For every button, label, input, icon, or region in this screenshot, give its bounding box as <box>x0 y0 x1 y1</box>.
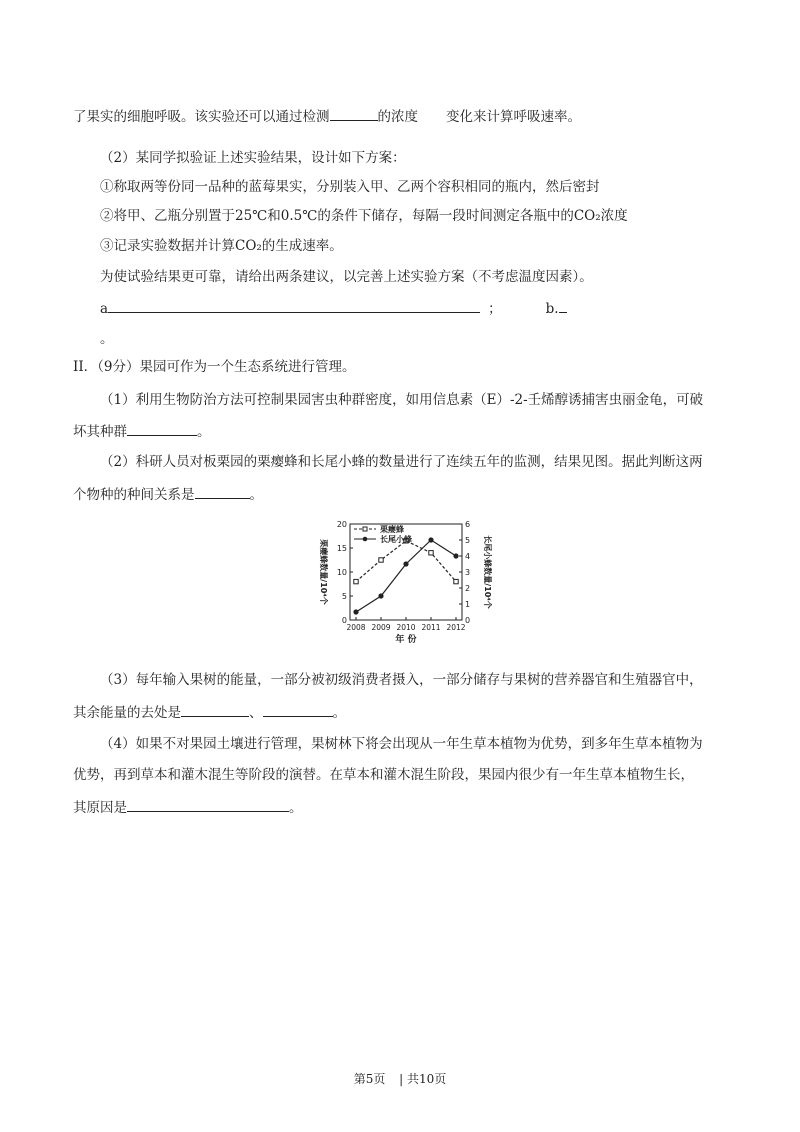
text-line: ①称取两等份同一品种的蓝莓果实，分别装入甲、乙两个容积相同的瓶内，然后密封 <box>100 179 600 195</box>
text-line: 优势，再到草本和灌木混生等阶段的演替。在草本和灌木混生阶段，果园内很少有一年生草本植物生长， <box>73 767 694 783</box>
x-tick-label: 2009 <box>371 623 391 632</box>
y-left-tick-label: 10 <box>336 568 347 577</box>
answer-blank-a[interactable] <box>108 298 480 313</box>
text: 。 <box>332 705 346 721</box>
text: 变化来计算呼吸速率。 <box>446 109 581 125</box>
data-point-filled <box>453 553 458 558</box>
text: 个物种的种间关系是 <box>73 487 195 503</box>
text-line: （4）如果不对果园土壤进行管理，果树林下将会出现从一年生草本植物为优势，到多年生草本植物为 <box>100 736 703 752</box>
footer-separator: | <box>399 1072 404 1086</box>
legend-label-1: 长尾小蜂 <box>380 535 412 544</box>
answer-blank-1[interactable] <box>181 702 249 717</box>
series-line-1 <box>356 540 456 612</box>
x-tick-label: 2008 <box>346 623 366 632</box>
text: 、 <box>249 705 263 721</box>
page-number: 第5页 <box>353 1072 386 1086</box>
answer-blank[interactable] <box>127 421 197 436</box>
y-left-tick-label: 5 <box>341 592 347 601</box>
data-point-filled <box>403 561 408 566</box>
y-right-tick-label: 5 <box>465 536 471 545</box>
data-point-filled <box>378 593 383 598</box>
answer-blank[interactable] <box>330 106 378 121</box>
legend-marker <box>363 527 367 531</box>
text: a <box>100 301 109 317</box>
text: 了果实的细胞呼吸。该实验还可以通过检测 <box>73 109 330 125</box>
y-right-tick-label: 2 <box>465 584 471 593</box>
y-right-tick-label: 3 <box>465 568 471 577</box>
text: 。 <box>249 487 263 503</box>
y-right-tick-label: 0 <box>465 616 471 625</box>
text-line <box>73 797 303 818</box>
text-line: （2）某同学拟验证上述实验结果，设计如下方案： <box>100 150 406 166</box>
text-line: ②将甲、乙瓶分别置于25℃和0.5℃的条件下储存，每隔一段时间测定各瓶中的CO₂浓度 <box>100 208 628 224</box>
data-point-square <box>454 579 458 583</box>
page-footer <box>0 1070 800 1087</box>
text-line: （2）科研人员对板栗园的栗瘿蜂和长尾小蜂的数量进行了连续五年的监测，结果见图。据此判断这两 <box>100 454 703 470</box>
text: ； <box>488 301 502 317</box>
text: 。 <box>197 424 211 440</box>
y-left-axis-label: 栗瘿蜂数量/10⁴个 <box>319 539 328 605</box>
text: b. <box>545 301 559 317</box>
text-line: ③记录实验数据并计算CO₂的生成速率。 <box>100 238 343 254</box>
text: 。 <box>289 800 303 816</box>
text-line: （1）利用生物防治方法可控制果园害虫种群密度，如用信息素（E）-2-壬烯醇诱捕害虫丽金龟，可破 <box>100 392 704 408</box>
answer-blank-2[interactable] <box>263 702 333 717</box>
population-chart <box>312 512 492 652</box>
x-tick-label: 2012 <box>446 623 466 632</box>
data-point-filled <box>353 609 358 614</box>
y-right-tick-label: 6 <box>465 520 471 529</box>
population-chart-svg <box>312 512 492 652</box>
x-axis-label: 年 份 <box>395 635 417 645</box>
y-right-tick-label: 1 <box>465 600 471 609</box>
y-right-tick-label: 4 <box>465 552 471 561</box>
data-point-square <box>379 558 383 562</box>
text: 其余能量的去处是 <box>73 705 181 721</box>
y-left-tick-label: 20 <box>336 520 347 529</box>
x-tick-label: 2011 <box>421 623 441 632</box>
text-line: （3）每年输入果树的能量，一部分被初级消费者摄入，一部分储存与果树的营养器官和生殖器官中， <box>100 672 703 688</box>
answer-blank[interactable] <box>195 484 250 499</box>
text-line <box>73 106 581 127</box>
text: 其原因是 <box>73 800 127 816</box>
x-tick-label: 2010 <box>396 623 416 632</box>
text-line <box>73 484 263 505</box>
legend-marker <box>363 537 368 542</box>
legend-label-0: 栗瘿蜂 <box>380 525 404 534</box>
answer-blank[interactable] <box>127 797 289 812</box>
data-point-filled <box>428 537 433 542</box>
answer-blank-b[interactable] <box>559 298 567 313</box>
text-line <box>73 421 211 442</box>
y-left-tick-label: 0 <box>341 616 347 625</box>
text-line: 。 <box>100 331 114 347</box>
y-right-axis-label: 长尾小蜂数量/10⁴个 <box>483 535 492 609</box>
data-point-square <box>429 551 433 555</box>
text: 的浓度 <box>377 109 418 125</box>
text-line <box>73 702 346 723</box>
text-line: II．（9分）果园可作为一个生态系统进行管理。 <box>73 359 356 375</box>
text-line <box>100 298 567 319</box>
y-left-tick-label: 15 <box>336 544 347 553</box>
page-total: 共10页 <box>406 1072 447 1086</box>
text-line: 为使试验结果更可靠，请给出两条建议，以完善上述实验方案（不考虑温度因素）。 <box>100 269 593 285</box>
data-point-square <box>354 579 358 583</box>
text: 坏其种群 <box>73 424 127 440</box>
